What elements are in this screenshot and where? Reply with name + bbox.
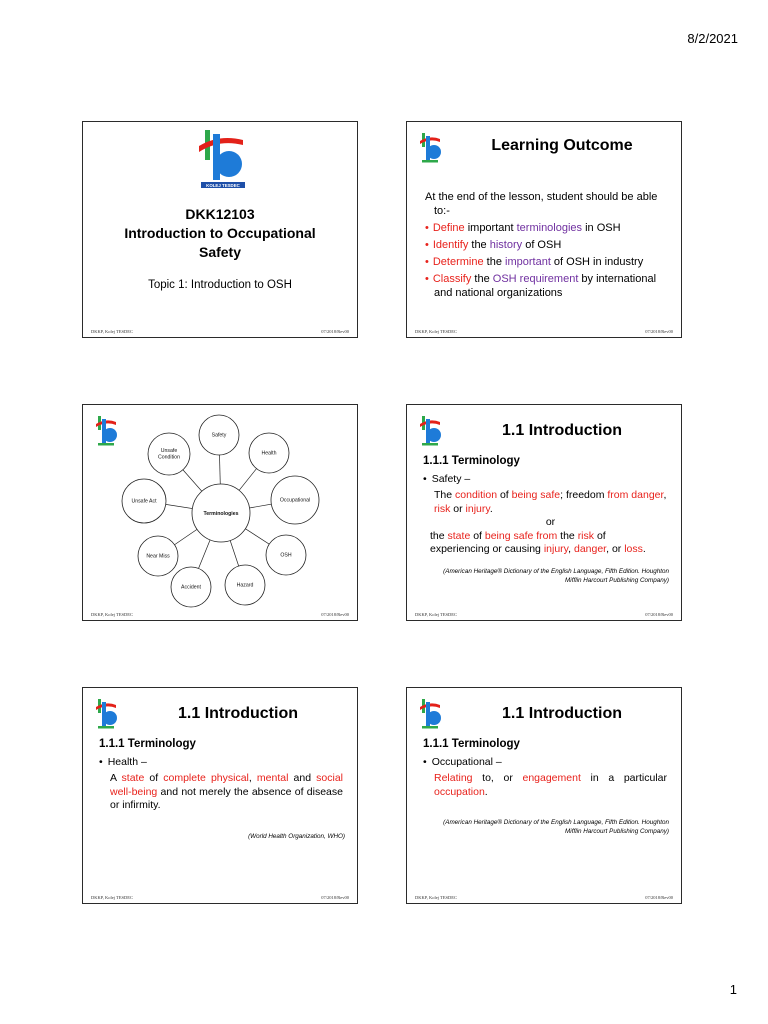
label-hazard: Hazard [236, 582, 254, 589]
citation: (American Heritage® Dictionary of the English Language, Fifth Edition. Houghton Mifflin Harcourt Publishing Company) [443, 568, 669, 584]
outcome-item: • Define important terminologies in OSH [425, 221, 675, 235]
footer-left: DKKP, Kolej TESDEC [91, 895, 134, 900]
label-near-miss: Near Miss [146, 553, 170, 560]
college-logo-icon [420, 416, 442, 447]
footer-right: 07/2018/Rev00 [321, 895, 349, 900]
slide-title: 1.1 Introduction [502, 705, 622, 722]
logo-text: KOLEJ TESDEC [206, 182, 240, 188]
slide-footer [91, 329, 349, 334]
slide-title-card [82, 121, 358, 338]
slide-footer [415, 329, 673, 334]
citation: (World Health Organization, WHO) [248, 833, 345, 840]
label-safety: Safety [211, 432, 227, 439]
footer-left: DKKP, Kolej TESDEC [415, 329, 458, 334]
slide-footer [415, 612, 673, 617]
section-subheading: 1.1.1 Terminology [423, 738, 520, 750]
intro-line2: to:- [434, 205, 450, 217]
outcome-item: • Classify the OSH requirement by international and national organizations [425, 272, 675, 300]
footer-right: 07/2018/Rev00 [321, 329, 349, 334]
slide-footer [91, 895, 349, 900]
outcome-item: • Identify the history of OSH [425, 238, 675, 252]
slide-learning-outcome [406, 121, 682, 338]
footer-left: DKKP, Kolej TESDEC [91, 329, 134, 334]
citation: (American Heritage® Dictionary of the English Language, Fifth Edition. Houghton Mifflin Harcourt Publishing Company) [443, 819, 669, 835]
course-title-line2: Safety [198, 244, 242, 260]
label-unsafe-act: Unsafe Act [131, 498, 157, 505]
footer-right: 07/2018/Rev00 [645, 329, 673, 334]
course-title [83, 205, 357, 262]
slide-health-definition [82, 687, 358, 904]
slide-footer [91, 612, 349, 617]
label-terminologies: Terminologies [203, 511, 239, 517]
footer-right: 07/2018/Rev00 [645, 895, 673, 900]
label-occupational: Occupational [279, 497, 311, 504]
terminology-diagram [83, 405, 358, 621]
outcome-list [425, 221, 675, 303]
slide-footer [415, 895, 673, 900]
page-date: 8/2/2021 [687, 31, 738, 46]
slide-title: Learning Outcome [491, 137, 633, 154]
definition-text: Relating to, or engagement in a particular occupation. [434, 772, 668, 798]
slide-safety-definition [406, 404, 682, 621]
label-osh: OSH [280, 552, 292, 559]
slide-terminologies-diagram [82, 404, 358, 621]
slide-title: 1.1 Introduction [502, 422, 622, 439]
label-accident: Accident [181, 584, 201, 591]
page-number: 1 [729, 982, 737, 997]
footer-left: DKKP, Kolej TESDEC [415, 612, 458, 617]
college-logo-icon [420, 699, 442, 730]
intro-text [425, 190, 673, 218]
definition-text [430, 489, 667, 557]
college-logo-icon [96, 699, 118, 730]
label-unsafe-condition-1: Unsafe [160, 448, 178, 454]
footer-right: 07/2018/Rev00 [321, 612, 349, 617]
footer-left: DKKP, Kolej TESDEC [415, 895, 458, 900]
slide-occupational-definition [406, 687, 682, 904]
definition-text: A state of complete physical, mental and social well-being and not merely the absence of disease or infirmity. [110, 772, 343, 811]
college-logo-icon [420, 133, 442, 164]
course-code: DKK12103 [185, 206, 255, 222]
course-title-line1: Introduction to Occupational [124, 225, 316, 241]
term-bullet: • Occupational – [423, 756, 502, 768]
label-unsafe-condition-2: Condition [158, 454, 180, 461]
intro-line1: At the end of the lesson, student should be able [425, 191, 658, 203]
section-subheading: 1.1.1 Terminology [423, 455, 520, 467]
or-separator: or [545, 516, 556, 528]
label-health: Health [261, 450, 277, 457]
definition-2: the state of being safe from the risk of experiencing or causing injury, danger, or loss. [430, 529, 646, 555]
term-bullet: • Safety – [423, 473, 470, 485]
topic-label: Topic 1: Introduction to OSH [148, 279, 292, 291]
footer-right: 07/2018/Rev00 [645, 612, 673, 617]
outcome-item: • Determine the important of OSH in industry [425, 255, 675, 269]
footer-left: DKKP, Kolej TESDEC [91, 612, 134, 617]
definition-1: The condition of being safe; freedom from danger, risk or injury. [434, 489, 667, 515]
term-bullet: • Health – [99, 756, 147, 768]
section-subheading: 1.1.1 Terminology [99, 738, 196, 750]
slide-title: 1.1 Introduction [178, 705, 298, 722]
college-logo [197, 126, 249, 196]
